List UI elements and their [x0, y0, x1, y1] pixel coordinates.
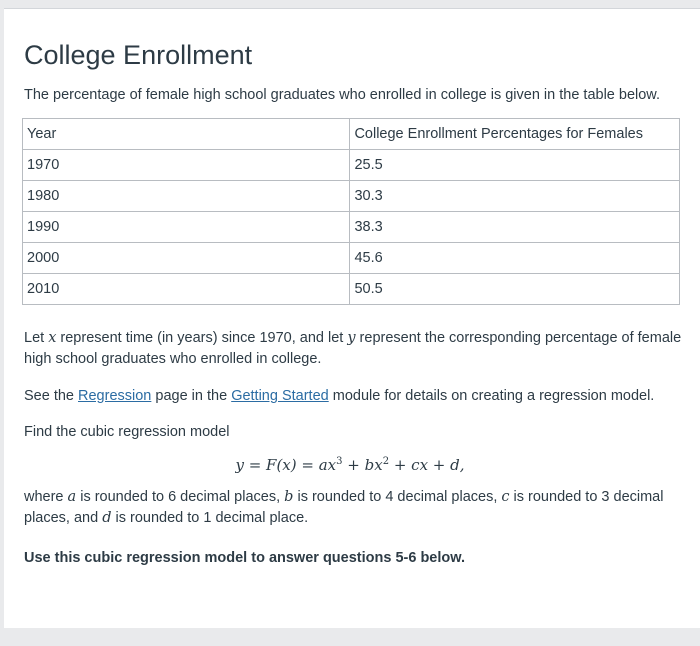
equation-exponent-2: 2: [382, 456, 390, 467]
regression-reference-paragraph: [24, 386, 688, 407]
where-text-2: is rounded to 6 decimal places,: [76, 489, 285, 505]
see-text-1: See the: [24, 388, 79, 404]
equation-rhs: + cx + d,: [389, 456, 465, 474]
let-text-2: represent time (in years) since 1970, and let: [56, 330, 348, 346]
where-text-5: is rounded to 1 decimal place.: [111, 510, 309, 526]
column-header-percentage: College Enrollment Percentages for Females: [350, 119, 680, 150]
equation-mid: + bx: [342, 456, 383, 474]
table-row: [23, 181, 680, 212]
math-var-a: a: [67, 489, 77, 505]
see-text-3: module for details on creating a regression model.: [328, 388, 655, 404]
math-var-c: c: [501, 489, 510, 505]
table-row: [23, 274, 680, 305]
enrollment-table: [22, 118, 680, 305]
variable-definition-paragraph: [24, 328, 688, 370]
cell-percentage: 38.3: [350, 212, 680, 243]
rounding-instructions-paragraph: [24, 487, 688, 529]
cell-percentage: 45.6: [350, 243, 680, 274]
table-header-row: [23, 119, 680, 150]
instruction-text: Use this cubic regression model to answer questions 5-6 below.: [24, 550, 466, 566]
equation-lhs: y = F(x) = ax: [235, 456, 337, 474]
cell-percentage: 50.5: [350, 274, 680, 305]
where-text-4: is rounded to 3 decimal places, and: [24, 489, 664, 526]
column-header-year: Year: [23, 119, 350, 150]
math-var-x: x: [48, 330, 57, 346]
regression-link[interactable]: Regression: [78, 388, 152, 404]
cell-year: 1980: [23, 181, 350, 212]
let-text-3: represent the corresponding percentage of female high school graduates who enrolled in college.: [24, 330, 682, 367]
math-var-b: b: [284, 489, 294, 505]
math-var-d: d: [102, 510, 112, 526]
cell-year: 2010: [23, 274, 350, 305]
cell-percentage: 25.5: [350, 150, 680, 181]
getting-started-link[interactable]: Getting Started: [231, 388, 329, 404]
cell-year: 2000: [23, 243, 350, 274]
intro-text: The percentage of female high school graduates who enrolled in college is given in the table below.: [24, 87, 660, 103]
find-model-text: Find the cubic regression model: [24, 424, 230, 440]
table-row: [23, 243, 680, 274]
cell-year: 1990: [23, 212, 350, 243]
cell-year: 1970: [23, 150, 350, 181]
where-text-1: where: [24, 489, 68, 505]
where-text-3: is rounded to 4 decimal places,: [293, 489, 502, 505]
cell-percentage: 30.3: [350, 181, 680, 212]
equation-exponent-3: 3: [336, 456, 343, 467]
let-text-1: Let: [24, 330, 49, 346]
cubic-equation: [0, 456, 700, 474]
table-row: [23, 150, 680, 181]
table-row: [23, 212, 680, 243]
page-title: College Enrollment: [24, 40, 253, 70]
math-var-y: y: [347, 330, 356, 346]
see-text-2: page in the: [151, 388, 232, 404]
